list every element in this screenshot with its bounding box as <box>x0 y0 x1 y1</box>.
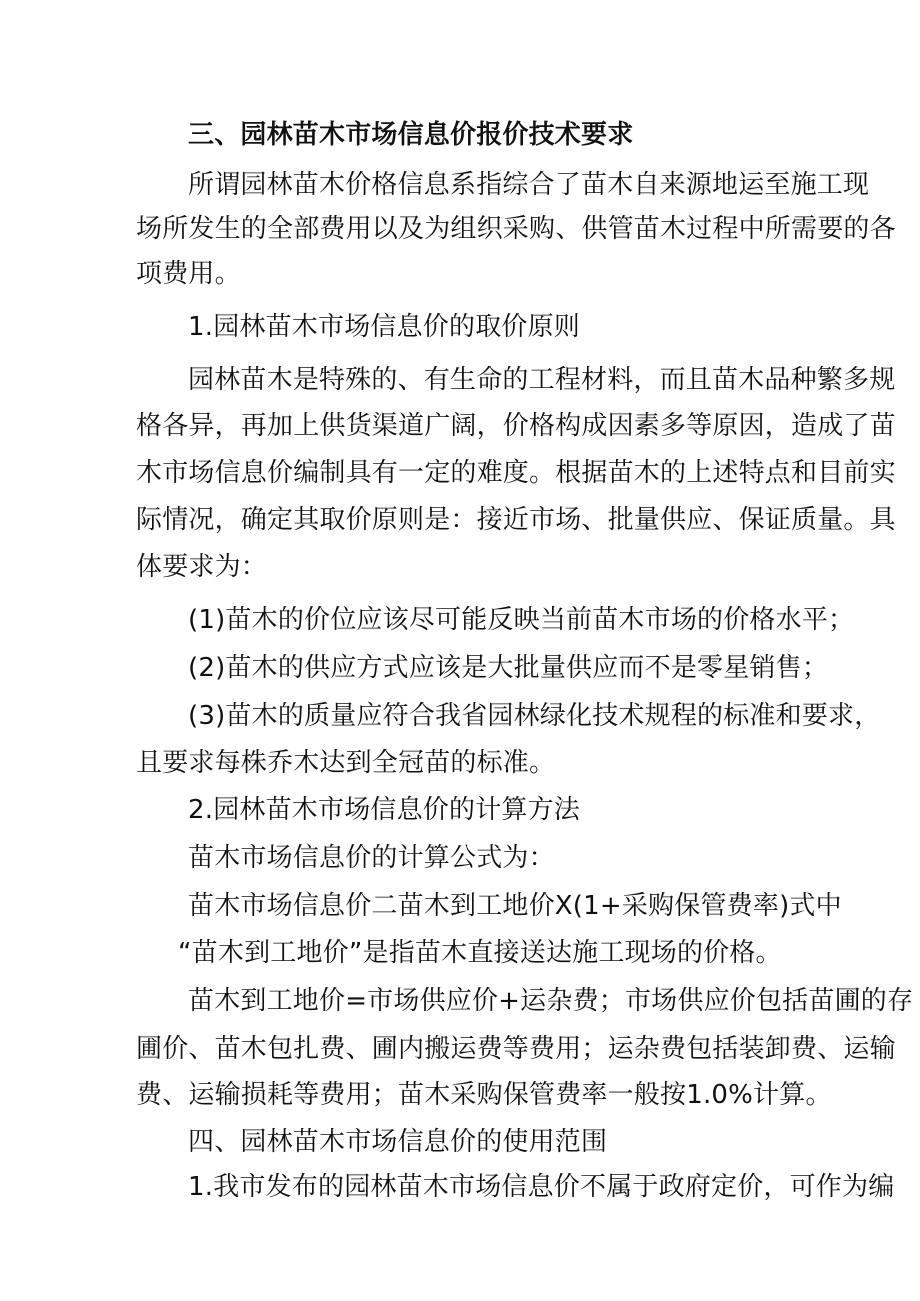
formula-line: 苗木市场信息价二苗木到工地价X(1+采购保管费率)式中 <box>188 891 842 921</box>
item-1-body-line-2: 格各异，再加上供货渠道广阔，价格构成因素多等原因，造成了苗 <box>136 411 896 441</box>
item-1-body-line-1: 园林苗木是特殊的、有生命的工程材料，而且苗木品种繁多规 <box>188 365 896 395</box>
section-3-heading: 三、园林苗木市场信息价报价技术要求 <box>188 120 634 150</box>
intro-line-3: 项费用。 <box>136 259 241 289</box>
item-2-heading: 2.园林苗木市场信息价的计算方法 <box>188 795 581 825</box>
definition-line: “苗木到工地价”是指苗木直接送达施工现场的价格。 <box>178 938 782 968</box>
item-1-body-line-4: 际情况，确定其取价原则是：接近市场、批量供应、保证质量。具 <box>136 505 896 535</box>
item-1-body-line-3: 木市场信息价编制具有一定的难度。根据苗木的上述特点和目前实 <box>136 458 896 488</box>
formula-intro: 苗木市场信息价的计算公式为： <box>188 843 555 873</box>
item-1-heading: 1.园林苗木市场信息价的取价原则 <box>188 312 581 342</box>
usage-line-1: 1.我市发布的园林苗木市场信息价不属于政府定价，可作为编 <box>188 1172 895 1202</box>
composition-line-3: 费、运输损耗等费用；苗木采购保管费率一般按1.0%计算。 <box>136 1080 832 1110</box>
composition-line-2: 圃价、苗木包扎费、圃内搬运费等费用；运杂费包括装卸费、运输 <box>136 1034 896 1064</box>
principle-3: (3)苗木的质量应符合我省园林绿化技术规程的标准和要求， <box>188 701 881 731</box>
composition-line-1: 苗木到工地价=市场供应价+运杂费；市场供应价包括苗圃的存 <box>188 986 914 1016</box>
intro-line-2: 场所发生的全部费用以及为组织采购、供管苗木过程中所需要的各 <box>136 214 896 244</box>
intro-line-1: 所谓园林苗木价格信息系指综合了苗木自来源地运至施工现 <box>188 170 870 200</box>
item-1-body-line-5: 体要求为： <box>136 552 268 582</box>
principle-2: (2)苗木的供应方式应该是大批量供应而不是零星销售； <box>188 653 829 683</box>
principle-3-continued: 且要求每株乔木达到全冠苗的标准。 <box>136 748 556 778</box>
section-4-heading: 四、园林苗木市场信息价的使用范围 <box>188 1127 608 1157</box>
principle-1: (1)苗木的价位应该尽可能反映当前苗木市场的价格水平； <box>188 605 855 635</box>
